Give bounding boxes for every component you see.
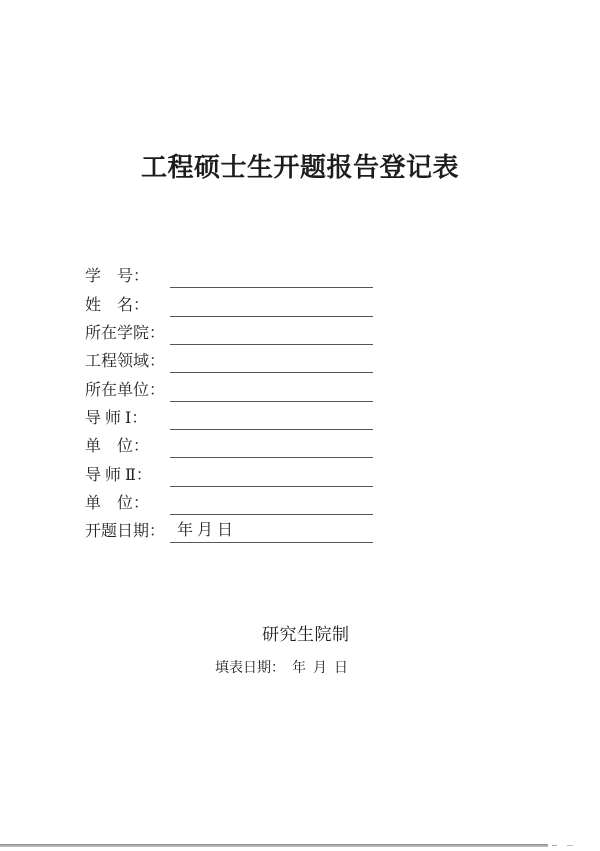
field-value [170,284,177,287]
scan-artifact-dash [552,845,557,847]
field-label: 所在学院： [85,325,166,343]
field-input-line[interactable] [170,462,373,487]
field-value [170,426,177,429]
field-label: 学 号： [85,268,150,286]
form-row-engineering-field [85,345,373,373]
field-value [170,511,177,514]
field-input-line[interactable] [170,377,373,402]
field-value-date: 年 月 日 [177,522,234,540]
field-label: 导 师 Ⅱ： [85,466,152,484]
fill-date-text: 填表日期： 年 月 日 [215,661,348,676]
field-value [170,398,177,401]
form-row-advisor-1 [85,402,373,430]
form-fields [85,260,373,543]
field-input-line[interactable] [170,292,373,317]
field-label: 工程领域： [85,353,166,371]
form-row-advisor-2 [85,458,373,486]
field-value [170,369,177,372]
issuer-text: 研究生院制 [262,625,350,644]
field-input-line[interactable] [170,405,373,430]
field-label: 导 师 Ⅰ： [85,410,148,428]
field-label: 姓 名： [85,296,150,314]
field-label: 单 位： [85,495,150,513]
field-input-line[interactable] [170,263,373,288]
form-row-advisor-1-unit [85,430,373,458]
form-row-college [85,317,373,345]
field-value [170,483,177,486]
field-label: 单 位： [85,438,150,456]
field-input-line[interactable] [170,518,373,543]
form-row-student-id [85,260,373,288]
field-input-line[interactable] [170,320,373,345]
form-row-name [85,288,373,316]
form-title: 工程硕士生开题报告登记表 [140,153,459,182]
field-value [170,313,177,316]
field-label: 开题日期： [85,523,166,541]
field-input-line[interactable] [170,348,373,373]
scan-artifact-dash [567,845,573,847]
field-label: 所在单位： [85,381,166,399]
field-value [170,454,177,457]
scan-artifact-line [0,844,548,847]
field-input-line[interactable] [170,433,373,458]
form-row-work-unit [85,373,373,401]
field-value [170,341,177,344]
field-input-line[interactable] [170,490,373,515]
form-row-proposal-date [85,515,373,543]
form-row-advisor-2-unit [85,487,373,515]
